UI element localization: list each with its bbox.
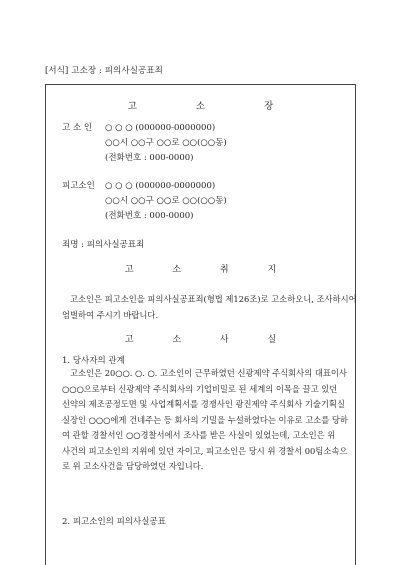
complainant-address: ○○시 ○○구 ○○로 ○○(○○동) xyxy=(105,138,227,148)
facts-item2-title: 2. 피고소인의 피의사실공표 xyxy=(62,517,166,527)
purpose-paragraph xyxy=(62,292,357,323)
defendant-address: ○○시 ○○구 ○○로 ○○(○○동) xyxy=(105,196,227,206)
facts-line: ○○○으로부터 신광제약 주식회사의 기업비밀로 된 세계의 이목을 끌고 있던 xyxy=(62,383,338,394)
complainant-label: 고 소 인 xyxy=(62,123,93,133)
defendant-label: 피고소인 xyxy=(62,181,95,191)
complainant-name-line: ○ ○ ○ (000000-0000000) xyxy=(105,123,216,133)
facts-heading: 고 소 사 실 xyxy=(124,335,295,345)
form-caption: [서식] 고소장 : 피의사실공표죄 xyxy=(45,66,163,76)
facts-line: 사건의 피고소인의 지위에 있던 자이고, 피고소인은 당시 위 경찰서 00팀소속으 xyxy=(62,445,348,456)
complainant-details xyxy=(105,121,227,166)
complainant-phone: (전화번호 : 000-0000) xyxy=(105,153,194,163)
facts-line: 실장인 ○○○에게 건네주는 등 회사의 기밀을 누설하였다는 이유로 고소를 당하 xyxy=(62,414,348,425)
purpose-line: 엄벌하여 주시기 바랍니다. xyxy=(62,309,159,320)
purpose-line: 고소인은 피고소인을 피의사실공표죄(형법 제126조)로 고소하오니, 조사하시어 xyxy=(70,294,357,304)
facts-item1-title: 1. 당사자의 관계 xyxy=(62,356,125,366)
purpose-heading: 고 소 취 지 xyxy=(124,265,295,275)
defendant-name-line: ○ ○ ○ (000000-0000000) xyxy=(105,181,216,191)
facts-line: 여 관할 경찰서인 ○○경찰서에서 조사를 받은 사실이 있었는데, 고소인은 위 xyxy=(62,430,336,440)
charge-line: 죄명 : 피의사실공표죄 xyxy=(62,240,145,250)
defendant-details xyxy=(105,179,227,224)
facts-line: 고소인은 20○○. ○. ○. 고소인이 근무하였던 신광제약 주식회사의 대표이사 xyxy=(70,368,347,378)
document-title: 고 소 장 xyxy=(127,101,302,112)
facts-line: 신약의 제조공정도면 및 사업계획서를 경쟁사인 광진제약 주식회사 기술기획실 xyxy=(62,399,345,409)
facts-line: 로 위 고소사건을 담당하였던 자입니다. xyxy=(62,461,204,471)
facts-item1-paragraph xyxy=(62,366,348,475)
defendant-phone: (전화번호 : 000-0000) xyxy=(105,211,194,221)
